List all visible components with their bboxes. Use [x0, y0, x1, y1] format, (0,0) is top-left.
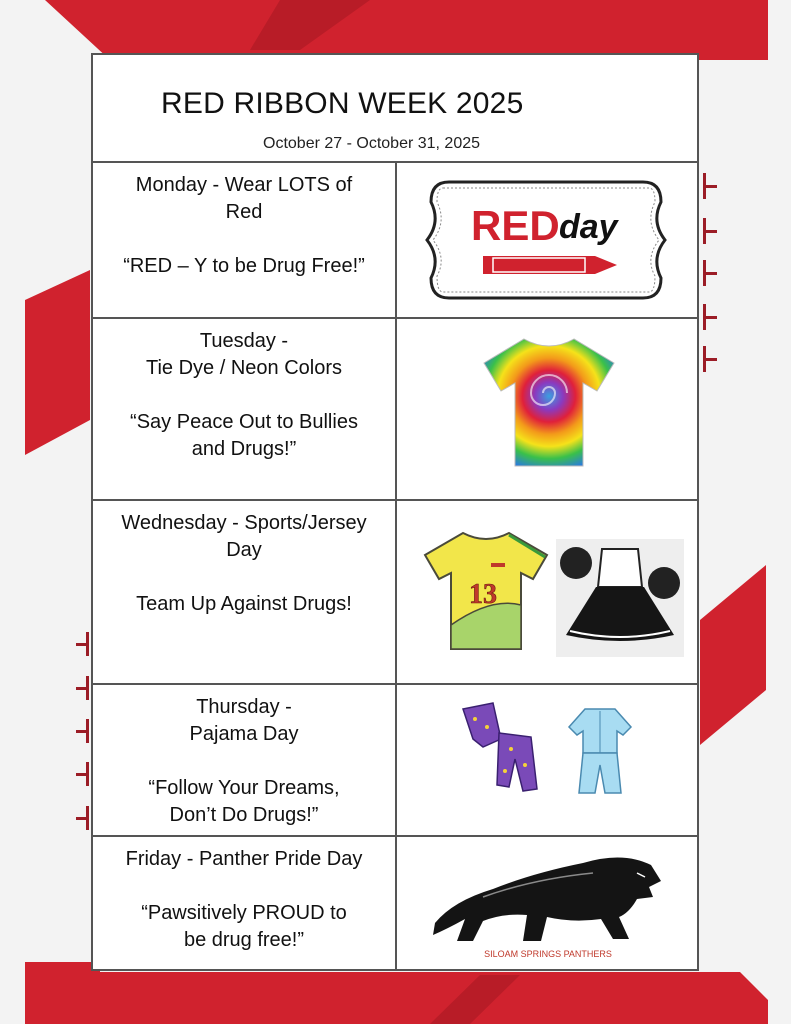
day-row-wednesday	[93, 501, 697, 685]
day-row-monday	[93, 162, 697, 319]
page-title: RED RIBBON WEEK 2025	[161, 87, 524, 120]
red-day-red-text: RED	[471, 202, 560, 249]
day-description	[93, 685, 395, 835]
day-row-friday	[93, 837, 697, 971]
day-slogan-line: Team Up Against Drugs!	[136, 593, 352, 615]
day-heading-line: Tie Dye / Neon Colors	[146, 357, 342, 379]
blue-pajamas-icon	[561, 703, 639, 798]
day-heading-line: Thursday -	[196, 696, 292, 718]
panther-logo-icon	[397, 837, 699, 971]
day-heading-line: Monday - Wear LOTS of	[135, 174, 353, 196]
panther-caption: SILOAM SPRINGS PANTHERS	[484, 949, 612, 959]
day-description	[93, 501, 395, 683]
day-heading-line: Wednesday - Sports/Jersey	[121, 512, 367, 534]
day-description	[93, 162, 395, 317]
day-heading-line: Red	[225, 201, 263, 223]
day-slogan-line: “Follow Your Dreams,	[148, 777, 340, 799]
day-slogan-line: and Drugs!”	[191, 438, 297, 460]
tie-dye-shirt-icon	[397, 319, 699, 499]
day-heading-line: Day	[226, 539, 262, 561]
pajamas-icon	[397, 685, 699, 835]
day-description	[93, 319, 395, 499]
flyer-header	[93, 55, 697, 163]
purple-pajamas-icon	[453, 699, 543, 794]
day-row-thursday	[93, 685, 697, 837]
day-slogan-line: “RED – Y to be Drug Free!”	[123, 255, 365, 277]
day-slogan-line: Don’t Do Drugs!”	[169, 804, 319, 826]
jersey-number: 13	[469, 579, 497, 610]
red-day-sign-icon	[397, 162, 699, 317]
day-description	[93, 837, 395, 971]
day-heading-line: Pajama Day	[189, 723, 299, 745]
day-slogan-line: “Say Peace Out to Bullies	[130, 411, 358, 433]
day-row-tuesday	[93, 319, 697, 501]
jersey-icon	[421, 527, 551, 657]
flyer-sheet	[91, 53, 699, 971]
day-slogan-line: “Pawsitively PROUD to	[141, 902, 347, 924]
day-slogan-line: be drug free!”	[183, 929, 305, 951]
red-day-day-text: day	[559, 208, 618, 246]
date-range: October 27 - October 31, 2025	[263, 135, 481, 152]
day-heading-line: Tuesday -	[199, 330, 289, 352]
cheer-uniform-icon	[556, 539, 684, 657]
day-heading-line: Friday - Panther Pride Day	[125, 848, 363, 870]
jersey-and-cheer-uniform-icon	[397, 501, 699, 683]
